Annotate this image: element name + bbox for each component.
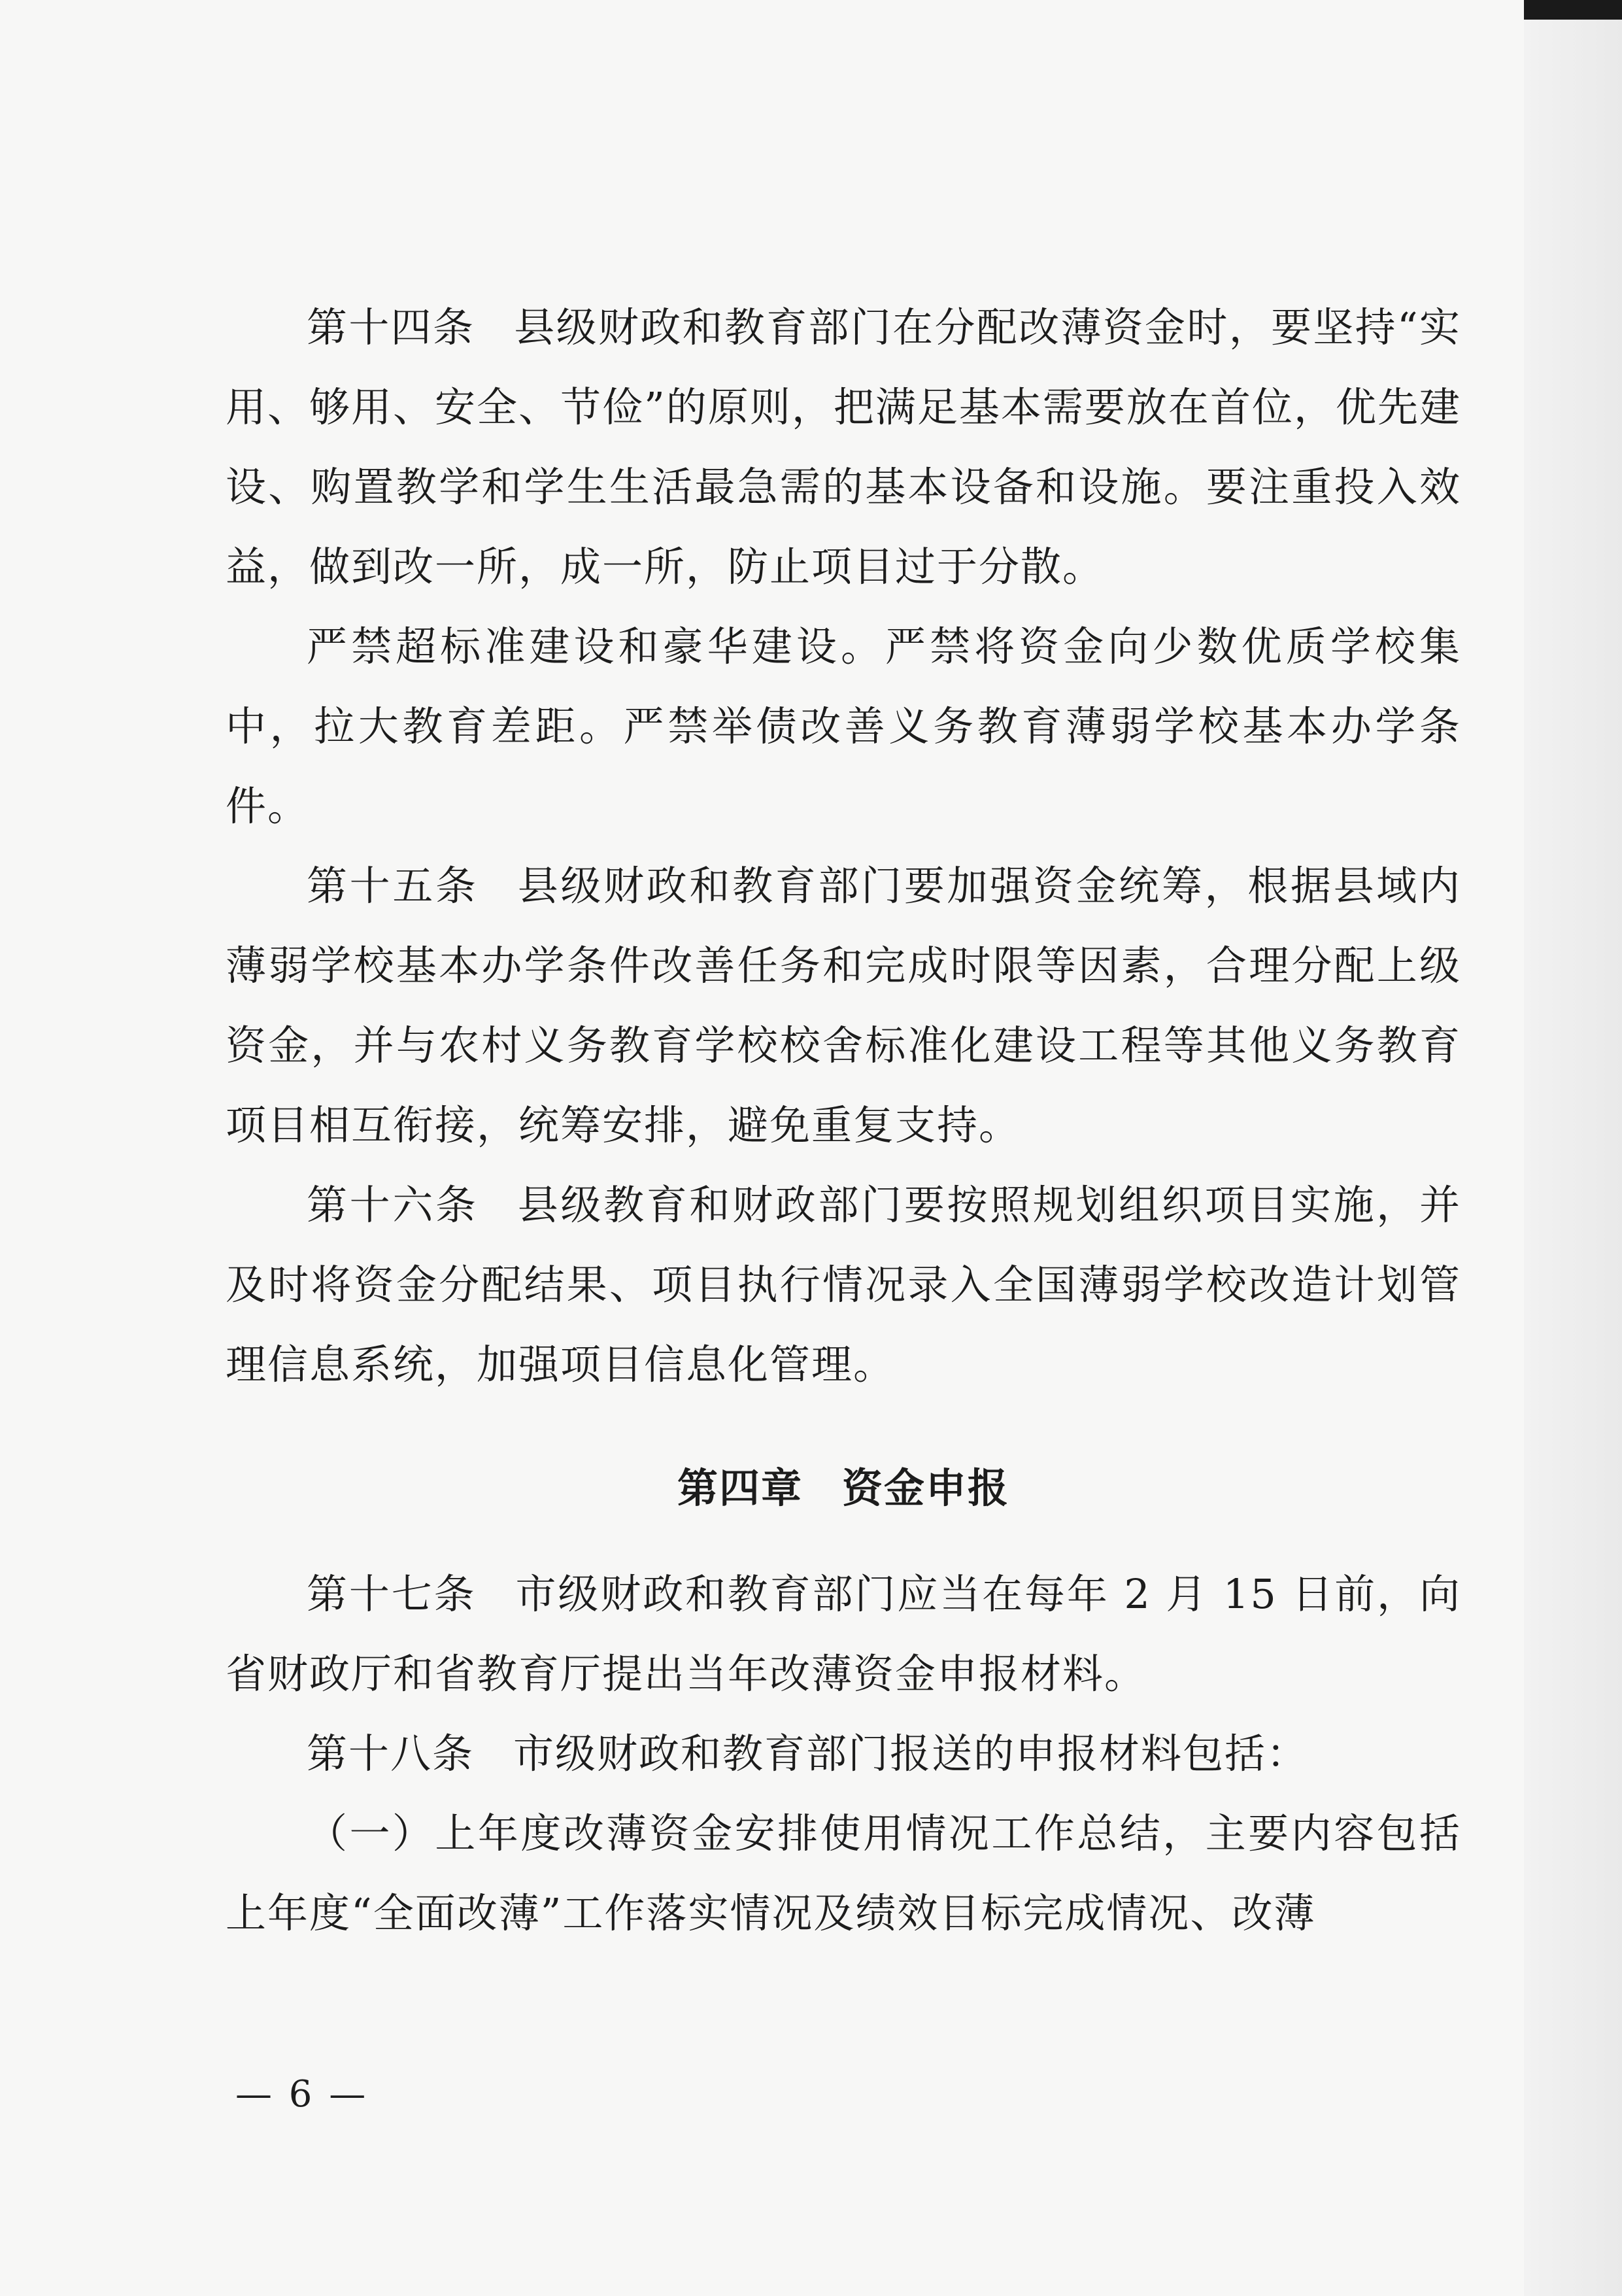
article-text: 市级财政和教育部门报送的申报材料包括：	[513, 1730, 1309, 1777]
article-text: 市级财政和教育部门应当在每年 2 月 15 日前，向省财政厅和省教育厅提出当年改薄资金申报材料。	[226, 1570, 1461, 1698]
article-text: 县级财政和教育部门要加强资金统筹，根据县域内薄弱学校基本办学条件改善任务和完成时限等因素，合理分配上级资金，并与农村义务教育学校校舍标准化建设工程等其他义务教育项目相互衔接，统筹安排，避免重复支持。	[226, 862, 1461, 1149]
article-18-paragraph	[226, 1714, 1461, 1794]
page-number: — 6 —	[235, 2073, 369, 2116]
article-number: 第十七条	[307, 1570, 477, 1618]
article-number: 第十五条	[307, 862, 479, 910]
document-body	[226, 288, 1461, 1953]
article-text: 县级财政和教育部门在分配改薄资金时，要坚持“实用、够用、安全、节俭”的原则，把满足基本需要放在首位，优先建设、购置教学和学生生活最急需的基本设备和设施。要注重投入效益，做到改一所，成一所，防止项目过于分散。	[226, 303, 1461, 591]
chapter-heading	[226, 1456, 1461, 1514]
list-item-text: （一）上年度改薄资金安排使用情况工作总结，主要内容包括上年度“全面改薄”工作落实情况及绩效目标完成情况、改薄	[226, 1809, 1461, 1937]
article-15-paragraph	[226, 846, 1461, 1165]
prohibition-paragraph	[226, 607, 1461, 846]
list-item-1-paragraph	[226, 1794, 1461, 1953]
article-text: 县级教育和财政部门要按照规划组织项目实施，并及时将资金分配结果、项目执行情况录入全国薄弱学校改造计划管理信息系统，加强项目信息化管理。	[226, 1181, 1461, 1388]
article-16-paragraph	[226, 1165, 1461, 1405]
article-14-paragraph	[226, 288, 1461, 607]
paragraph-text: 严禁超标准建设和豪华建设。严禁将资金向少数优质学校集中，拉大教育差距。严禁举债改善义务教育薄弱学校基本办学条件。	[226, 623, 1461, 830]
chapter-number: 第四章	[677, 1464, 803, 1512]
article-17-paragraph	[226, 1554, 1461, 1714]
chapter-title: 资金申报	[842, 1464, 1010, 1512]
scan-edge-shadow	[1524, 0, 1622, 2296]
article-number: 第十八条	[307, 1730, 475, 1777]
article-number: 第十四条	[307, 303, 475, 351]
scan-corner-mark	[1524, 0, 1622, 20]
article-number: 第十六条	[307, 1181, 479, 1229]
